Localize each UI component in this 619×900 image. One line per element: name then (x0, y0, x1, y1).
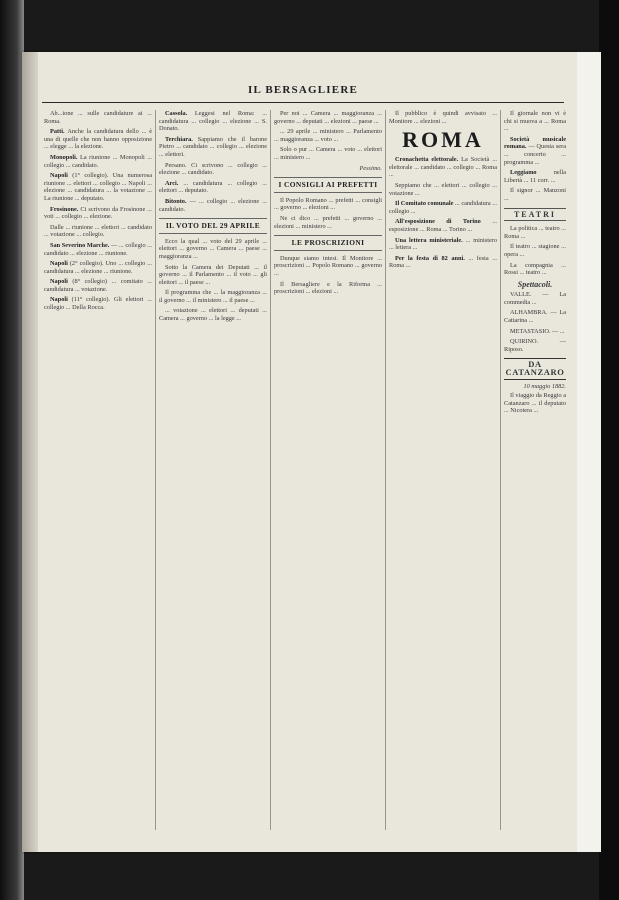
article-text: Solo o pur ... Camera ... voto ... elettori ... ministero ... (274, 146, 382, 161)
article-paragraph (389, 110, 497, 125)
article-text: Per noi ... Camera ... maggioranza ... governo ... deputati ... elezioni ... paese ... (274, 110, 382, 125)
page-binding (22, 52, 38, 852)
article-paragraph (44, 296, 152, 311)
newspaper-page (22, 52, 578, 852)
article-paragraph (159, 180, 267, 195)
article-text: Sappiamo che il barone Pietro ... candidato ... collegio ... elezione ... elettori. (159, 135, 267, 158)
article-paragraph (44, 278, 152, 293)
article-text: — ... collegio ... candidato ... elezione ... riunione. (44, 241, 152, 257)
article-lead: Napoli (50, 260, 70, 268)
section-title-prefetti: I CONSIGLI AI PREFETTI (274, 177, 382, 193)
column-4-body (389, 110, 497, 125)
article-lead: Leggiamo (510, 169, 554, 177)
article-lead: Napoli (50, 172, 73, 180)
column-3-section2-body (274, 255, 382, 296)
section-title-proscrizioni: LE PROSCRIZIONI (274, 235, 382, 251)
article-paragraph (159, 110, 267, 133)
article-lead: Terchiara. (165, 135, 198, 143)
article-text: Il giornale non vi è chi si muova a ... Roma ... (504, 110, 566, 133)
column-5 (504, 110, 566, 830)
article-lead: Società musicale romana. (504, 135, 566, 151)
article-text: ... candidatura ... collegio ... (389, 200, 497, 215)
article-paragraph (504, 110, 566, 133)
masthead (42, 84, 564, 103)
article-text: — ... collegio ... elezione ... candidato. (159, 197, 267, 213)
column-4 (389, 110, 497, 830)
column-divider (270, 110, 271, 830)
article-text: Leggesi nel Roma: ... candidatura ... collegio ... elezione ... S. Donato. (159, 110, 267, 133)
column-5-catanzaro-body (504, 392, 566, 415)
article-lead: Una lettera ministeriale. (395, 236, 466, 244)
article-paragraph: Il Popolo Romano ... prefetti ... consigli ... governo ... elezioni ... (274, 196, 382, 212)
column-3-section-body (274, 197, 382, 230)
article-paragraph (44, 154, 152, 169)
article-text: Il pubblico è quindi avvisato ... Monitore ... elezioni ... (389, 110, 497, 125)
article-text: ... esposizione ... Roma ... Torino ... (389, 218, 497, 233)
article-paragraph: Ne ci dico ... prefetti ... governo ... elezioni ... ministero ... (274, 214, 382, 230)
article-paragraph (44, 172, 152, 202)
article-text: Dalle ... riunione ... elettori ... candidato ... votazione ... collegio. (44, 223, 152, 239)
article-lead: Arci. (165, 179, 184, 187)
column-1 (44, 110, 152, 830)
article-paragraph: La compagnia ... Rossi ... teatro ... (504, 261, 566, 277)
article-text: — Questa sera ... concerto ... programma ... (504, 143, 566, 166)
article-paragraph (44, 224, 152, 239)
article-text: Ci scrivono da Frosinone ... voti ... collegio ... elezione. (44, 205, 152, 221)
column-divider (500, 110, 501, 830)
article-lead: All'esposizione di Torino (395, 218, 493, 226)
article-text: Persano. Ci scrivono ... collegio ... elezione ... candidato. (159, 161, 267, 177)
dateline: 10 maggio 1882. (523, 382, 566, 390)
article-paragraph: Il teatro ... stagione ... opera ... (504, 243, 566, 258)
article-paragraph (389, 237, 497, 252)
article-text: (8° collegio) ... comitato ... candidatura ... votazione. (44, 278, 152, 293)
article-text: nella Libertà ... 11 corr. ... (504, 169, 566, 184)
article-lead: Napoli (50, 278, 73, 286)
article-lead: Monopoli. (50, 153, 80, 161)
scan-edge-right (599, 0, 619, 900)
column-3-body (274, 110, 382, 162)
column-2 (159, 110, 267, 830)
article-paragraph: Il viaggio da Reggio a Catanzaro ... il deputato ... Nicotera ... (504, 392, 566, 415)
article-lead: Napoli (50, 296, 72, 304)
article-text: Ab...ione ... sulle candidature ai ... Roma. (44, 110, 152, 125)
article-paragraph (159, 162, 267, 177)
article-paragraph (44, 242, 152, 257)
article-paragraph: La politica ... teatro ... Roma ... (504, 225, 566, 240)
article-paragraph (44, 128, 152, 151)
article-paragraph (389, 156, 497, 179)
article-paragraph (389, 200, 497, 215)
article-paragraph: VALLE. — La commedia ... (504, 291, 566, 306)
article-text: Anche la candidatura dello ... è una di quelle che non hanno opposizione ... elegge ... la elezione. (44, 128, 152, 151)
article-lead: San Severino Marche. (50, 241, 111, 249)
article-lead: Frosinone. (50, 205, 81, 213)
page-title: IL BERSAGLIERE (247, 84, 359, 96)
article-paragraph: Ecco la qual ... voto del 29 aprile ... elettori ... governo ... Camera ... paese ... maggioranza ... (159, 237, 267, 260)
article-lead: Il Comitato comunale (395, 200, 456, 208)
article-lead: Per la festa di 82 anni. (395, 254, 469, 262)
column-5-body (504, 110, 566, 203)
scan-edge-left (0, 0, 24, 900)
article-text: (1° collegio). Una numerosa riunione ... elettori ... collegio ... Napoli ... elezione ... candidatura ... la votazione ... La riunione ... deputato. (44, 172, 152, 202)
article-paragraph (44, 206, 152, 221)
article-paragraph (389, 255, 497, 270)
article-paragraph (274, 128, 382, 143)
article-paragraph (274, 146, 382, 161)
article-paragraph (504, 187, 566, 202)
article-text: (2° collegio). Uno ... collegio ... candidatura ... elezione ... riunione. (44, 260, 152, 275)
signature: Pessimo. (359, 164, 382, 172)
article-paragraph (159, 136, 267, 159)
article-paragraph (159, 198, 267, 213)
article-paragraph (389, 218, 497, 233)
column-4-section-body (389, 156, 497, 270)
article-paragraph (44, 110, 152, 125)
article-paragraph: Il Bersagliere e la Riforma ... proscrizioni ... elezioni ... (274, 280, 382, 296)
article-paragraph: METASTASIO. — ... (510, 327, 565, 335)
article-lead: Bitonto. (165, 197, 190, 205)
article-paragraph: ALHAMBRA. — La Cattarina ... (504, 309, 566, 325)
article-lead: Patti. (50, 128, 68, 136)
section-title-spettacoli: Spettacoli. (517, 279, 553, 289)
article-text: ... candidatura ... collegio ... elettori ... deputato. (159, 179, 267, 195)
column-2-section-body (159, 238, 267, 323)
page-right-margin (577, 52, 601, 852)
section-title-roma: ROMA (402, 127, 484, 153)
article-paragraph: Dunque siamo intesi. Il Monitore ... proscrizioni ... Popolo Romano ... governo ... (274, 254, 382, 277)
article-paragraph (44, 260, 152, 275)
article-paragraph (389, 182, 497, 197)
article-paragraph: Sotto la Camera dei Deputati ... il governo ... il Parlamento ... il voto ... gli elettori ... il paese ... (159, 263, 267, 286)
article-text: La riunione ... Monopoli ... collegio ... candidato. (44, 153, 152, 169)
article-paragraph (504, 136, 566, 166)
article-text: Seppiamo che ... elettori ... collegio ... votazione ... (389, 181, 497, 197)
column-divider (385, 110, 386, 830)
article-paragraph: QUIRINO. — Riposo. (504, 338, 566, 353)
column-5-spettacoli-body (504, 291, 566, 353)
article-lead: Cassola. (165, 110, 195, 117)
article-paragraph: ... votazione ... elettori ... deputati ... Camera ... governo ... la legge ... (159, 307, 267, 323)
column-divider (155, 110, 156, 830)
column-2-body (159, 110, 267, 213)
article-text: (11° collegio). Gli elettori ... collegio ... Della Rocca. (44, 296, 152, 312)
article-paragraph (504, 169, 566, 184)
column-1-body (44, 110, 152, 312)
article-paragraph (274, 110, 382, 125)
section-title-catanzaro: DA CATANZARO (504, 358, 566, 379)
section-title-voto: IL VOTO DEL 29 APRILE (159, 218, 267, 234)
article-text: La Società ... elettorale ... candidato ... collegio ... Roma ... (389, 156, 497, 179)
article-text: ... ministero ... lettera ... (389, 236, 497, 252)
column-3 (274, 110, 382, 830)
article-paragraph: Il programma che ... la maggioranza ... il governo ... il ministero ... il paese ... (159, 289, 267, 304)
article-lead: Cronachetta elettorale. (395, 156, 462, 164)
article-text: ... 29 aprile ... ministero ... Parlamento ... maggioranza ... voto ... (274, 128, 382, 143)
article-text: ... festa ... Roma ... (389, 254, 497, 270)
article-text: Il signor ... Manzoni ... (504, 187, 566, 202)
section-title-teatri: TEATRI (504, 208, 566, 222)
column-5-teatri-body (504, 225, 566, 277)
